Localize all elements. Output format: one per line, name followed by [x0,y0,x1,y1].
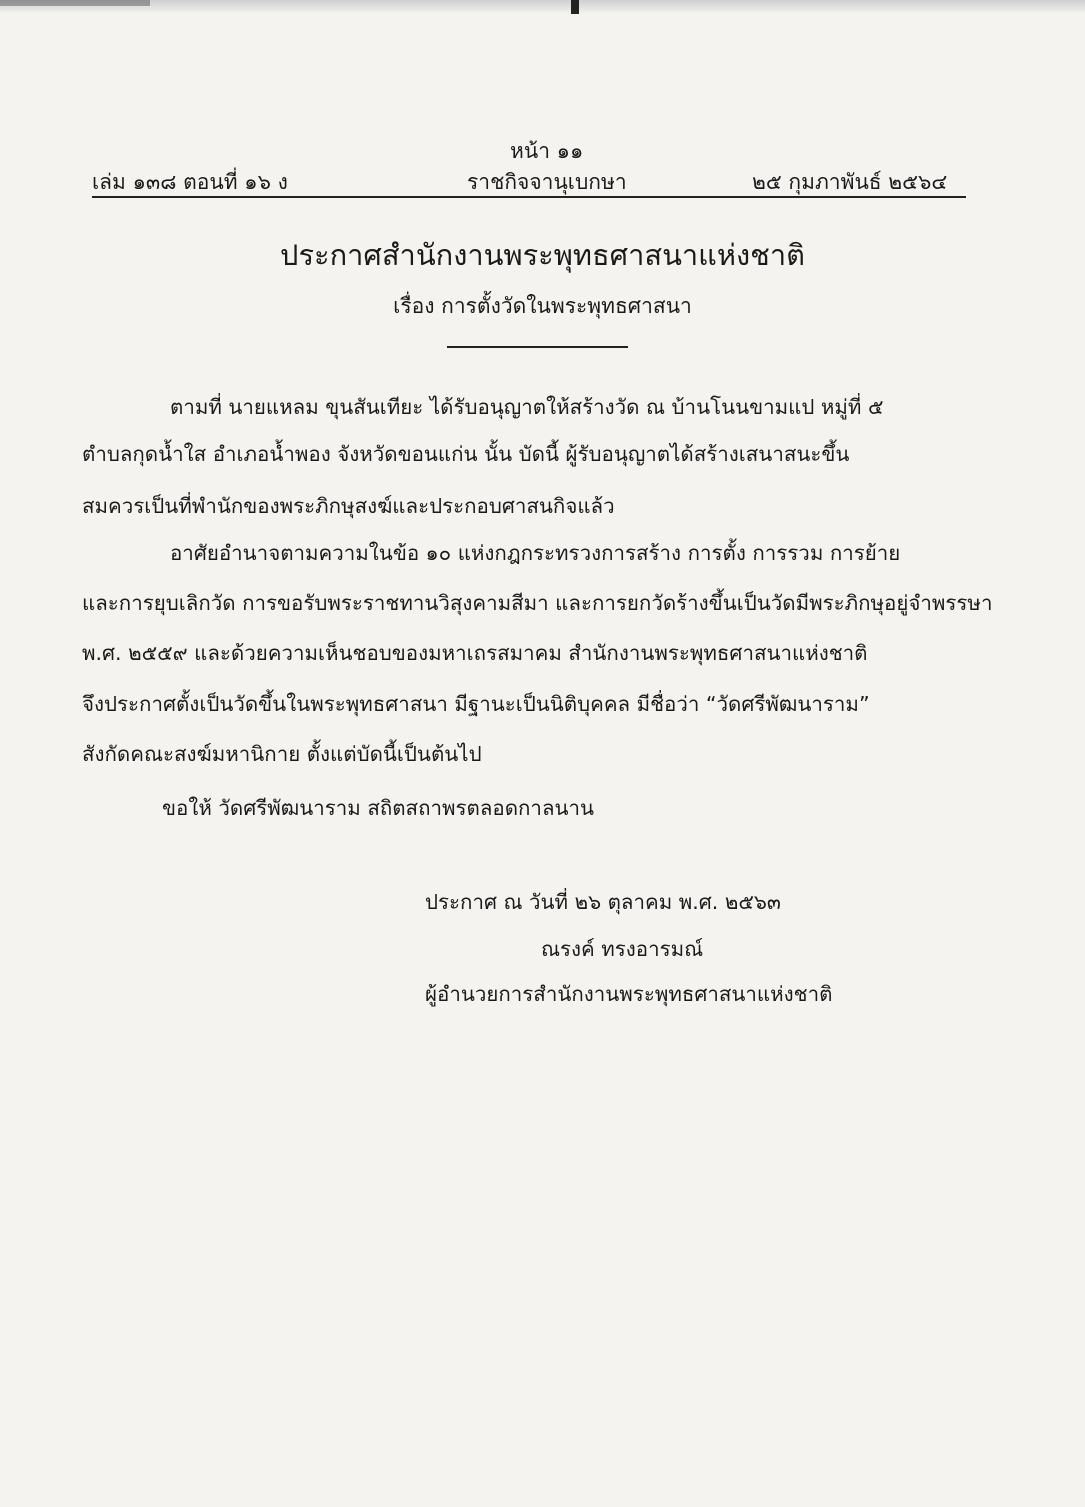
announce-date: ประกาศ ณ วันที่ ๒๖ ตุลาคม พ.ศ. ๒๕๖๓ [425,890,781,914]
body-line: ขอให้ วัดศรีพัฒนาราม สถิตสถาพรตลอดกาลนาน [162,796,595,820]
scan-edge-shadow [0,0,1085,14]
announcement-title: ประกาศสำนักงานพระพุทธศาสนาแห่งชาติ [280,238,805,272]
header-rule [92,196,966,198]
body-line: ตามที่ นายแหลม ขุนสันเทียะ ได้รับอนุญาตให้สร้างวัด ณ บ้านโนนขามแป หมู่ที่ ๕ [170,395,884,419]
body-line: สมควรเป็นที่พำนักของพระภิกษุสงฆ์และประกอบศาสนกิจแล้ว [82,494,615,518]
gazette-date: ๒๕ กุมภาพันธ์ ๒๕๖๔ [752,170,948,194]
body-line: พ.ศ. ๒๕๕๙ และด้วยความเห็นชอบของมหาเถรสมาคม สำนักงานพระพุทธศาสนาแห่งชาติ [82,641,868,665]
page-number: หน้า ๑๑ [510,139,584,163]
body-line: จึงประกาศตั้งเป็นวัดขึ้นในพระพุทธศาสนา มีฐานะเป็นนิติบุคคล มีชื่อว่า “วัดศรีพัฒนาราม” [82,692,870,716]
volume-issue: เล่ม ๑๓๘ ตอนที่ ๑๖ ง [92,170,288,194]
gazette-name: ราชกิจจานุเบกษา [467,170,627,194]
signatory-name: ณรงค์ ทรงอารมณ์ [541,937,704,961]
body-line: และการยุบเลิกวัด การขอรับพระราชทานวิสุงคามสีมา และการยกวัดร้างขึ้นเป็นวัดมีพระภิกษุอยู่จำพรรษา [82,591,993,615]
body-line: ตำบลกุดน้ำใส อำเภอน้ำพอง จังหวัดขอนแก่น นั้น บัดนี้ ผู้รับอนุญาตได้สร้างเสนาสนะขึ้น [82,442,850,466]
announcement-subject: เรื่อง การตั้งวัดในพระพุทธศาสนา [393,294,692,318]
scan-edge-mark [0,0,150,6]
title-rule [447,346,628,348]
body-line: สังกัดคณะสงฆ์มหานิกาย ตั้งแต่บัดนี้เป็นต้นไป [82,742,482,766]
body-line: อาศัยอำนาจตามความในข้อ ๑๐ แห่งกฎกระทรวงการสร้าง การตั้ง การรวม การย้าย [170,541,901,565]
binding-mark [571,0,579,14]
signatory-position: ผู้อำนวยการสำนักงานพระพุทธศาสนาแห่งชาติ [425,982,833,1006]
